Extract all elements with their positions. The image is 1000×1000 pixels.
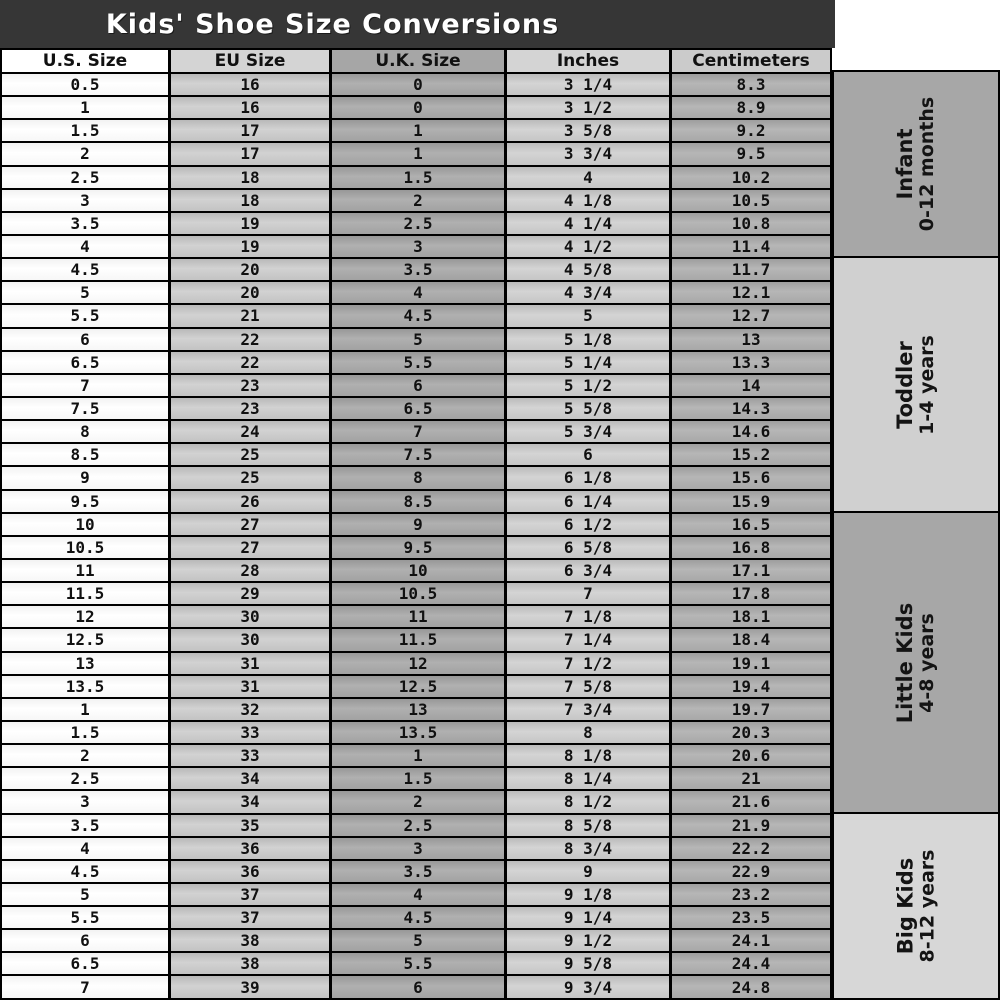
title-bar [0,0,835,48]
cell-us-size: 4 [2,236,168,257]
cell-inches: 8 5/8 [507,815,669,836]
cell-centimeters: 21 [672,768,830,789]
cell-uk-size: 9 [332,514,504,535]
age-group-range: 4-8 years [916,612,939,713]
cell-inches: 7 1/4 [507,629,669,650]
cell-eu-size: 21 [171,305,329,326]
cell-uk-size: 0 [332,74,504,95]
cell-uk-size: 3 [332,838,504,859]
age-group-range: 0-12 months [916,96,939,232]
cell-inches: 4 1/2 [507,236,669,257]
cell-inches: 8 3/4 [507,838,669,859]
cell-eu-size: 24 [171,421,329,442]
cell-inches: 9 1/4 [507,907,669,928]
cell-centimeters: 21.9 [672,815,830,836]
cell-uk-size: 1.5 [332,768,504,789]
cell-eu-size: 35 [171,815,329,836]
cell-eu-size: 18 [171,190,329,211]
cell-uk-size: 12 [332,653,504,674]
age-group-name: Little Kids [893,602,917,723]
cell-eu-size: 33 [171,745,329,766]
cell-uk-size: 5.5 [332,352,504,373]
column-header-centimeters: Centimeters [672,50,830,72]
age-group-big-kids [834,814,998,998]
cell-inches: 8 1/4 [507,768,669,789]
cell-inches: 9 5/8 [507,953,669,974]
cell-centimeters: 11.7 [672,259,830,280]
cell-centimeters: 9.5 [672,143,830,164]
cell-centimeters: 19.7 [672,699,830,720]
cell-uk-size: 13 [332,699,504,720]
cell-uk-size: 10 [332,560,504,581]
cell-us-size: 5.5 [2,305,168,326]
cell-eu-size: 32 [171,699,329,720]
age-group-label [893,335,939,435]
cell-eu-size: 25 [171,467,329,488]
age-group-column [832,70,1000,1000]
cell-uk-size: 4 [332,884,504,905]
cell-uk-size: 2.5 [332,815,504,836]
cell-centimeters: 16.8 [672,537,830,558]
cell-inches: 9 1/8 [507,884,669,905]
cell-inches: 6 5/8 [507,537,669,558]
cell-inches: 5 1/8 [507,329,669,350]
cell-centimeters: 19.4 [672,676,830,697]
cell-eu-size: 36 [171,861,329,882]
cell-uk-size: 7 [332,421,504,442]
age-group-range: 1-4 years [916,334,939,435]
cell-us-size: 10.5 [2,537,168,558]
cell-uk-size: 10.5 [332,583,504,604]
cell-eu-size: 26 [171,491,329,512]
cell-centimeters: 15.9 [672,491,830,512]
cell-eu-size: 20 [171,259,329,280]
cell-inches: 5 1/4 [507,352,669,373]
cell-centimeters: 10.8 [672,213,830,234]
cell-us-size: 13.5 [2,676,168,697]
cell-centimeters: 14.6 [672,421,830,442]
cell-centimeters: 18.1 [672,606,830,627]
cell-inches: 6 [507,444,669,465]
cell-centimeters: 9.2 [672,120,830,141]
cell-us-size: 7.5 [2,398,168,419]
cell-centimeters: 8.9 [672,97,830,118]
cell-us-size: 6.5 [2,352,168,373]
cell-inches: 7 [507,583,669,604]
cell-centimeters: 24.8 [672,976,830,997]
cell-eu-size: 29 [171,583,329,604]
cell-centimeters: 14.3 [672,398,830,419]
cell-inches: 5 [507,305,669,326]
cell-uk-size: 2 [332,791,504,812]
cell-us-size: 1.5 [2,722,168,743]
size-conversion-table [0,48,832,1000]
column-header-uk-size: U.K. Size [332,50,504,72]
cell-us-size: 12.5 [2,629,168,650]
cell-eu-size: 28 [171,560,329,581]
cell-centimeters: 13.3 [672,352,830,373]
cell-centimeters: 16.5 [672,514,830,535]
cell-us-size: 9.5 [2,491,168,512]
cell-us-size: 8.5 [2,444,168,465]
cell-inches: 6 1/4 [507,491,669,512]
age-group-label [893,850,939,963]
cell-inches: 3 1/4 [507,74,669,95]
cell-eu-size: 17 [171,120,329,141]
cell-us-size: 5 [2,884,168,905]
cell-centimeters: 20.6 [672,745,830,766]
cell-eu-size: 17 [171,143,329,164]
cell-eu-size: 27 [171,514,329,535]
cell-inches: 4 3/4 [507,282,669,303]
cell-inches: 9 [507,861,669,882]
cell-inches: 6 1/8 [507,467,669,488]
cell-inches: 7 5/8 [507,676,669,697]
cell-inches: 4 [507,167,669,188]
cell-us-size: 6.5 [2,953,168,974]
cell-uk-size: 5 [332,329,504,350]
cell-us-size: 11.5 [2,583,168,604]
cell-eu-size: 38 [171,930,329,951]
age-group-little-kids [834,513,998,812]
cell-inches: 9 3/4 [507,976,669,997]
cell-eu-size: 36 [171,838,329,859]
cell-us-size: 11 [2,560,168,581]
cell-uk-size: 13.5 [332,722,504,743]
cell-uk-size: 8 [332,467,504,488]
cell-us-size: 10 [2,514,168,535]
cell-inches: 4 1/8 [507,190,669,211]
cell-us-size: 13 [2,653,168,674]
cell-inches: 8 1/8 [507,745,669,766]
cell-us-size: 4 [2,838,168,859]
cell-us-size: 2 [2,143,168,164]
cell-uk-size: 5.5 [332,953,504,974]
cell-eu-size: 22 [171,352,329,373]
cell-centimeters: 24.1 [672,930,830,951]
cell-us-size: 3 [2,190,168,211]
cell-uk-size: 6.5 [332,398,504,419]
cell-centimeters: 17.1 [672,560,830,581]
cell-uk-size: 8.5 [332,491,504,512]
cell-us-size: 12 [2,606,168,627]
cell-centimeters: 10.5 [672,190,830,211]
cell-inches: 4 1/4 [507,213,669,234]
cell-uk-size: 11.5 [332,629,504,650]
cell-centimeters: 22.9 [672,861,830,882]
cell-us-size: 0.5 [2,74,168,95]
cell-centimeters: 10.2 [672,167,830,188]
cell-uk-size: 12.5 [332,676,504,697]
cell-us-size: 3 [2,791,168,812]
cell-us-size: 3.5 [2,815,168,836]
cell-us-size: 1.5 [2,120,168,141]
cell-uk-size: 9.5 [332,537,504,558]
age-group-range: 8-12 years [916,849,939,963]
cell-eu-size: 20 [171,282,329,303]
age-group-infant [834,72,998,256]
cell-us-size: 5 [2,282,168,303]
cell-eu-size: 22 [171,329,329,350]
cell-us-size: 7 [2,976,168,997]
age-group-toddler [834,258,998,511]
cell-inches: 7 1/8 [507,606,669,627]
cell-centimeters: 14 [672,375,830,396]
column-header-eu-size: EU Size [171,50,329,72]
cell-eu-size: 37 [171,884,329,905]
cell-eu-size: 34 [171,791,329,812]
cell-uk-size: 1 [332,745,504,766]
cell-inches: 6 3/4 [507,560,669,581]
cell-centimeters: 11.4 [672,236,830,257]
cell-us-size: 3.5 [2,213,168,234]
cell-us-size: 4.5 [2,259,168,280]
cell-uk-size: 2 [332,190,504,211]
cell-eu-size: 27 [171,537,329,558]
cell-us-size: 6 [2,329,168,350]
cell-centimeters: 8.3 [672,74,830,95]
cell-uk-size: 11 [332,606,504,627]
cell-eu-size: 39 [171,976,329,997]
cell-us-size: 4.5 [2,861,168,882]
cell-uk-size: 7.5 [332,444,504,465]
cell-us-size: 1 [2,97,168,118]
cell-centimeters: 12.1 [672,282,830,303]
age-group-label [893,602,939,722]
cell-eu-size: 31 [171,653,329,674]
cell-eu-size: 30 [171,629,329,650]
cell-centimeters: 21.6 [672,791,830,812]
cell-centimeters: 13 [672,329,830,350]
cell-inches: 9 1/2 [507,930,669,951]
cell-uk-size: 5 [332,930,504,951]
cell-us-size: 6 [2,930,168,951]
cell-eu-size: 19 [171,213,329,234]
cell-inches: 5 1/2 [507,375,669,396]
cell-centimeters: 12.7 [672,305,830,326]
cell-uk-size: 1 [332,120,504,141]
cell-uk-size: 4 [332,282,504,303]
cell-centimeters: 23.2 [672,884,830,905]
cell-us-size: 1 [2,699,168,720]
cell-eu-size: 23 [171,398,329,419]
cell-inches: 6 1/2 [507,514,669,535]
cell-us-size: 2.5 [2,167,168,188]
cell-us-size: 7 [2,375,168,396]
cell-centimeters: 18.4 [672,629,830,650]
cell-inches: 4 5/8 [507,259,669,280]
cell-uk-size: 1 [332,143,504,164]
column-header-us-size: U.S. Size [2,50,168,72]
cell-uk-size: 6 [332,976,504,997]
cell-eu-size: 19 [171,236,329,257]
age-group-name: Infant [893,128,918,200]
cell-centimeters: 17.8 [672,583,830,604]
cell-centimeters: 20.3 [672,722,830,743]
cell-eu-size: 34 [171,768,329,789]
cell-uk-size: 6 [332,375,504,396]
page-title: Kids' Shoe Size Conversions [105,8,560,40]
cell-inches: 5 5/8 [507,398,669,419]
cell-uk-size: 3.5 [332,259,504,280]
cell-eu-size: 16 [171,97,329,118]
cell-uk-size: 0 [332,97,504,118]
cell-inches: 8 1/2 [507,791,669,812]
cell-centimeters: 22.2 [672,838,830,859]
cell-inches: 8 [507,722,669,743]
cell-uk-size: 3.5 [332,861,504,882]
cell-centimeters: 24.4 [672,953,830,974]
cell-inches: 3 3/4 [507,143,669,164]
cell-eu-size: 38 [171,953,329,974]
age-group-name: Toddler [893,340,918,429]
cell-inches: 5 3/4 [507,421,669,442]
cell-uk-size: 4.5 [332,305,504,326]
cell-inches: 7 1/2 [507,653,669,674]
cell-us-size: 9 [2,467,168,488]
cell-eu-size: 25 [171,444,329,465]
age-group-label [893,97,939,231]
cell-eu-size: 30 [171,606,329,627]
age-group-name: Big Kids [893,857,918,955]
cell-us-size: 8 [2,421,168,442]
cell-centimeters: 19.1 [672,653,830,674]
cell-eu-size: 33 [171,722,329,743]
cell-centimeters: 15.2 [672,444,830,465]
cell-uk-size: 2.5 [332,213,504,234]
cell-centimeters: 15.6 [672,467,830,488]
cell-eu-size: 23 [171,375,329,396]
cell-eu-size: 31 [171,676,329,697]
cell-eu-size: 37 [171,907,329,928]
cell-us-size: 2 [2,745,168,766]
cell-inches: 7 3/4 [507,699,669,720]
cell-uk-size: 4.5 [332,907,504,928]
cell-centimeters: 23.5 [672,907,830,928]
cell-inches: 3 5/8 [507,120,669,141]
column-header-inches: Inches [507,50,669,72]
cell-eu-size: 16 [171,74,329,95]
cell-uk-size: 3 [332,236,504,257]
cell-us-size: 5.5 [2,907,168,928]
cell-inches: 3 1/2 [507,97,669,118]
cell-uk-size: 1.5 [332,167,504,188]
cell-us-size: 2.5 [2,768,168,789]
cell-eu-size: 18 [171,167,329,188]
